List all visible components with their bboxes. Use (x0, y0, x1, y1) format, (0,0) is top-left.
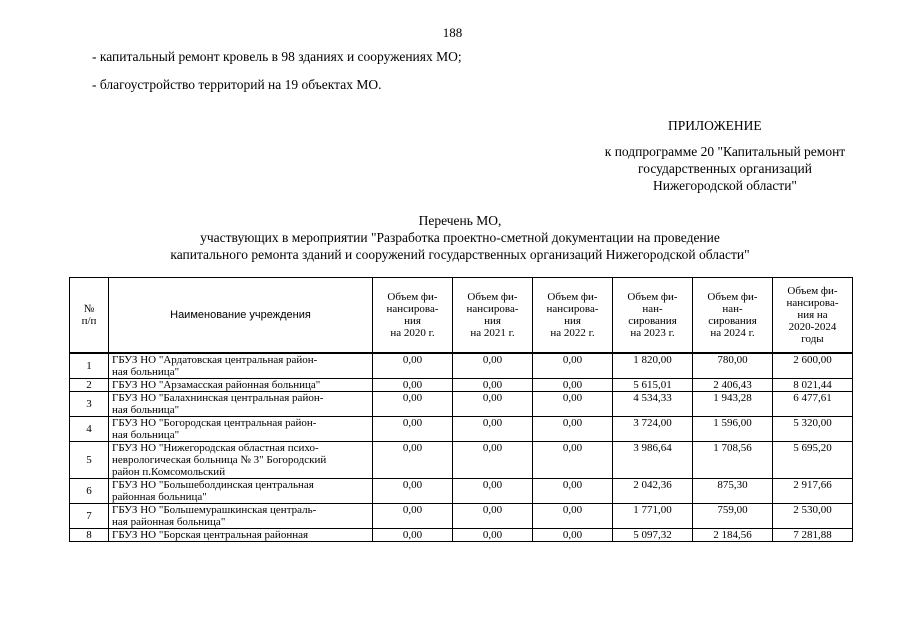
cell-total: 5 695,20 (773, 442, 853, 479)
header-line: Объем фи- (627, 291, 678, 303)
header-line: Объем фи- (707, 291, 758, 303)
cell-2023: 3 724,00 (613, 417, 693, 442)
header-line: на 2023 г. (630, 327, 675, 339)
cell-num: 2 (70, 379, 109, 392)
header-line: ния (404, 315, 421, 327)
appendix-subtitle-line: к подпрограмме 20 "Капитальный ремонт (604, 144, 846, 159)
cell-2024: 1 943,28 (693, 392, 773, 417)
cell-2023: 5 097,32 (613, 529, 693, 542)
cell-2023: 1 771,00 (613, 504, 693, 529)
cell-2024: 875,30 (693, 479, 773, 504)
header-name: Наименование учреждения (109, 278, 373, 354)
page-number: 188 (442, 25, 463, 40)
header-line: Объем фи- (787, 285, 838, 297)
cell-2022: 0,00 (533, 392, 613, 417)
institution-name-line: ГБУЗ НО "Большемурашкинская централь- (112, 504, 317, 516)
cell-institution-name (109, 504, 373, 529)
institution-name-line: ГБУЗ НО "Нижегородская областная психо- (112, 442, 319, 454)
header-line: сирования (628, 315, 677, 327)
cell-2021: 0,00 (453, 504, 533, 529)
cell-2022: 0,00 (533, 504, 613, 529)
cell-2022: 0,00 (533, 529, 613, 542)
cell-2024: 1 596,00 (693, 417, 773, 442)
cell-num: 5 (70, 442, 109, 479)
table-row (70, 479, 853, 504)
appendix-subtitle (580, 143, 870, 194)
institution-name-line: ная больница" (112, 429, 180, 441)
institution-name-line: ГБУЗ НО "Арзамасская районная больница" (112, 379, 321, 391)
cell-2022: 0,00 (533, 442, 613, 479)
cell-2020: 0,00 (373, 417, 453, 442)
cell-2023: 4 534,33 (613, 392, 693, 417)
cell-institution-name (109, 379, 373, 392)
list-title-line: участвующих в мероприятии "Разработка проектно-сметной документации на проведение (200, 230, 720, 245)
cell-num: 8 (70, 529, 109, 542)
cell-total: 5 320,00 (773, 417, 853, 442)
cell-2024: 759,00 (693, 504, 773, 529)
header-line: ния (484, 315, 501, 327)
table-row (70, 417, 853, 442)
header-line: нан- (642, 303, 663, 315)
cell-total: 2 530,00 (773, 504, 853, 529)
cell-num: 3 (70, 392, 109, 417)
header-line: на 2021 г. (470, 327, 515, 339)
institution-name-line: ная районная больница" (112, 516, 226, 528)
cell-2021: 0,00 (453, 442, 533, 479)
cell-2023: 5 615,01 (613, 379, 693, 392)
header-line: Объем фи- (547, 291, 598, 303)
cell-total: 7 281,88 (773, 529, 853, 542)
cell-2021: 0,00 (453, 392, 533, 417)
table-row (70, 379, 853, 392)
cell-2024: 2 184,56 (693, 529, 773, 542)
header-line: нансирова- (386, 303, 439, 315)
cell-2022: 0,00 (533, 417, 613, 442)
cell-2022: 0,00 (533, 479, 613, 504)
bullet-item-territories: - благоустройство территорий на 19 объектах МО. (92, 77, 382, 92)
appendix-title: ПРИЛОЖЕНИЕ (668, 118, 762, 133)
header-line: нансирова- (466, 303, 519, 315)
cell-total: 8 021,44 (773, 379, 853, 392)
cell-2020: 0,00 (373, 392, 453, 417)
appendix-subtitle-line: Нижегородской области" (653, 178, 797, 193)
header-line: годы (801, 333, 824, 345)
header-2022 (533, 278, 613, 354)
header-line: на 2024 г. (710, 327, 755, 339)
header-line: нансирова- (546, 303, 599, 315)
cell-institution-name (109, 479, 373, 504)
header-line: нансирова- (786, 297, 839, 309)
cell-2020: 0,00 (373, 442, 453, 479)
cell-2024: 2 406,43 (693, 379, 773, 392)
cell-2021: 0,00 (453, 379, 533, 392)
cell-2022: 0,00 (533, 379, 613, 392)
header-total (773, 278, 853, 354)
header-2020 (373, 278, 453, 354)
table-header-row (70, 278, 853, 354)
cell-total: 6 477,61 (773, 392, 853, 417)
cell-2020: 0,00 (373, 529, 453, 542)
institution-name-line: ная больница" (112, 404, 180, 416)
institution-name-line: ная больница" (112, 366, 180, 378)
cell-num: 4 (70, 417, 109, 442)
header-line: нан- (722, 303, 743, 315)
table-row (70, 442, 853, 479)
table-body (70, 353, 853, 542)
cell-2024: 1 708,56 (693, 442, 773, 479)
cell-institution-name (109, 392, 373, 417)
cell-2023: 3 986,64 (613, 442, 693, 479)
cell-2020: 0,00 (373, 379, 453, 392)
header-2021 (453, 278, 533, 354)
list-title-line: капитального ремонта зданий и сооружений государственных организаций Нижегородской области" (170, 247, 750, 262)
header-line: № (83, 303, 95, 315)
header-line: ния (564, 315, 581, 327)
cell-2021: 0,00 (453, 479, 533, 504)
appendix-subtitle-line: государственных организаций (638, 161, 812, 176)
header-line: ния на (797, 309, 828, 321)
header-2024 (693, 278, 773, 354)
funding-table (69, 277, 853, 542)
cell-total: 2 600,00 (773, 353, 853, 379)
header-line: Объем фи- (387, 291, 438, 303)
cell-2021: 0,00 (453, 353, 533, 379)
institution-name-line: неврологическая больница № 3" Богородский (112, 454, 327, 466)
cell-2023: 2 042,36 (613, 479, 693, 504)
header-line: на 2022 г. (550, 327, 595, 339)
table-row (70, 529, 853, 542)
institution-name-line: ГБУЗ НО "Большеболдинская центральная (112, 479, 314, 491)
cell-institution-name (109, 442, 373, 479)
cell-num: 7 (70, 504, 109, 529)
cell-2020: 0,00 (373, 479, 453, 504)
cell-num: 1 (70, 353, 109, 379)
institution-name-line: ГБУЗ НО "Балахнинская центральная район- (112, 392, 324, 404)
cell-2022: 0,00 (533, 353, 613, 379)
cell-2021: 0,00 (453, 529, 533, 542)
cell-institution-name (109, 529, 373, 542)
institution-name-line: районная больница" (112, 491, 207, 503)
list-title (60, 212, 860, 263)
cell-num: 6 (70, 479, 109, 504)
cell-2024: 780,00 (693, 353, 773, 379)
institution-name-line: ГБУЗ НО "Борская центральная районная (112, 529, 309, 541)
table-row (70, 392, 853, 417)
institution-name-line: ГБУЗ НО "Богородская центральная район- (112, 417, 317, 429)
header-num (70, 278, 109, 354)
header-line: Объем фи- (467, 291, 518, 303)
cell-institution-name (109, 417, 373, 442)
institution-name-line: ГБУЗ НО "Ардатовская центральная район- (112, 354, 318, 366)
header-line: на 2020 г. (390, 327, 435, 339)
table-row (70, 353, 853, 379)
cell-2020: 0,00 (373, 353, 453, 379)
header-2023 (613, 278, 693, 354)
cell-2020: 0,00 (373, 504, 453, 529)
cell-2023: 1 820,00 (613, 353, 693, 379)
list-title-line: Перечень МО, (418, 213, 502, 228)
institution-name-line: район п.Комсомольский (112, 466, 226, 478)
table-row (70, 504, 853, 529)
header-line: сирования (708, 315, 757, 327)
bullet-item-roofs: - капитальный ремонт кровель в 98 зданиях и сооружениях МО; (92, 49, 462, 64)
cell-institution-name (109, 353, 373, 379)
cell-2021: 0,00 (453, 417, 533, 442)
cell-total: 2 917,66 (773, 479, 853, 504)
header-line: 2020-2024 (788, 321, 837, 333)
header-line: п/п (81, 315, 97, 327)
